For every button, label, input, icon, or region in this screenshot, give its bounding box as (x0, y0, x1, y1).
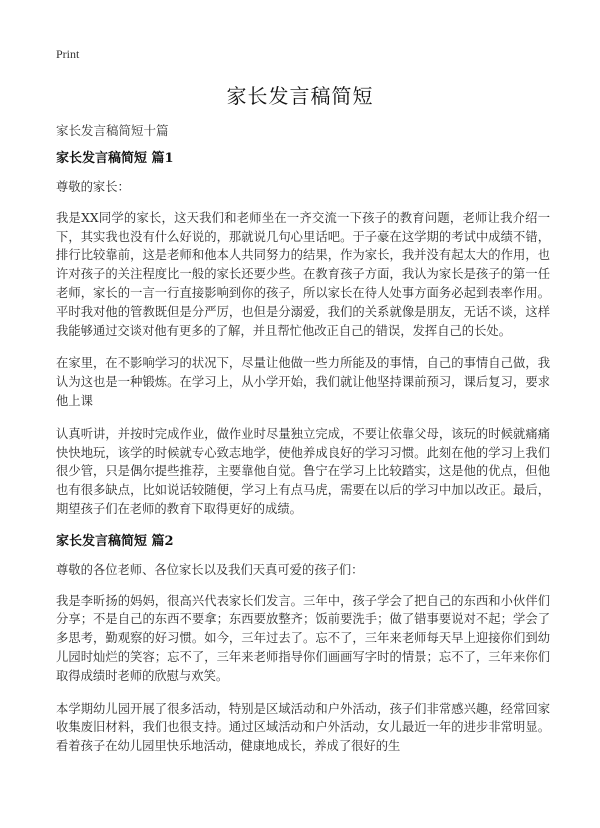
body-paragraph: 我是XX同学的家长，这天我们和老师坐在一齐交流一下孩子的教育问题，老师让我介绍一下，其实我也没有什么好说的，那就说几句心里话吧。于子豪在这学期的考试中成绩不错，排行比较靠前，这是老师和他本人共同努力的结果，作为家长，我并没有起太大的作用，也许对孩子的关注程度比一般的家长还要少些。在教育孩子方面，我认为家长是孩子的第一任老师，家长的一言一行直接影响到你的孩子，所以家长在待人处事方面务必起到表率作用。平时我对他的管教既但是分严厉，也但是分溺爱，我们的关系就像是朋友，无话不谈，这样我能够通过交谈对他有更多的了解，并且帮忙他改正自己的错误，发挥自己的长处。 (56, 210, 550, 338)
print-label[interactable]: Print (56, 47, 80, 61)
salutation-paragraph: 尊敬的家长： (56, 180, 130, 194)
body-paragraph: 认真听讲，并按时完成作业，做作业时尽量独立完成，不要让依靠父母，该玩的时候就痛痛快快地玩，该学的时候就专心致志地学，使他养成良好的学习习惯。此刻在他的学习上我们很少管，只是偶尔提些推荐，主要靠他自觉。鲁宁在学习上比较踏实，这是他的优点，但他也有很多缺点，比如说话较随便，学习上有点马虎，需要在以后的学习中加以改正。最后，期望孩子们在老师的教育下取得更好的成绩。 (56, 426, 550, 516)
document-title: 家长发言稿简短 (226, 84, 374, 108)
document-subtitle: 家长发言稿简短十篇 (56, 123, 169, 138)
document-body (56, 150, 550, 768)
body-paragraph: 我是李昕扬的妈妈，很高兴代表家长们发言。三年中，孩子学会了把自己的东西和小伙伴们分享；不是自己的东西不要拿；东西要放整齐；饭前要洗手；做了错事要说对不起；学会了多思考，勤观察的好习惯。如今，三年过去了。忘不了，三年来老师每天早上迎接你们到幼儿园时灿烂的笑容；忘不了，三年来老师指导你们画画写字时的情景；忘不了，三年来你们取得成绩时老师的欣慰与欢笑。 (56, 593, 550, 683)
body-paragraph: 本学期幼儿园开展了很多活动，特别是区域活动和户外活动，孩子们非常感兴趣，经常回家收集废旧材料，我们也很支持。通过区域活动和户外活动，女儿最近一年的进步非常明显。看着孩子在幼儿园里快乐地活动，健康地成长，养成了很好的生 (56, 701, 550, 754)
section-heading: 家长发言稿简短 篇2 (56, 533, 174, 549)
section-heading: 家长发言稿简短 篇1 (56, 151, 174, 166)
salutation-paragraph: 尊敬的各位老师、各位家长以及我们天真可爱的孩子们： (56, 562, 364, 577)
body-paragraph: 在家里，在不影响学习的状况下，尽量让他做一些力所能及的事情，自己的事情自己做，我认为这也是一种锻炼。在学习上，从小学开始，我们就让他坚持课前预习，课后复习，要求他上课 (56, 356, 550, 408)
